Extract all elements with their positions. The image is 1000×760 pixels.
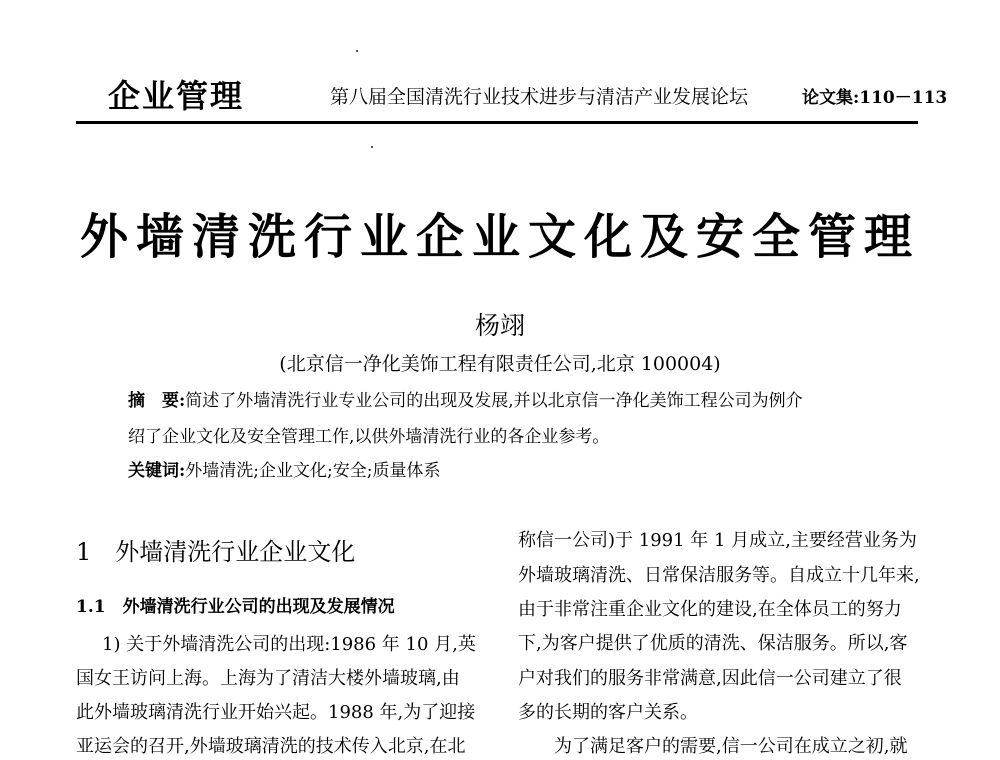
page-range: 论文集:110－113 (802, 88, 948, 108)
abstract-label: 摘 要: (128, 391, 186, 411)
body-text-line: 多的长期的客户关系。 (518, 702, 698, 723)
body-text-line: 由于非常注重企业文化的建设,在全体员工的努力 (518, 599, 902, 620)
body-text-line: 称信一公司)于 1991 年 1 月成立,主要经营业务为 (518, 530, 917, 551)
body-text-line: 外墙玻璃清洗、日常保洁服务等。自成立十几年来, (518, 565, 920, 586)
paper-title: 外墙清洗行业企业文化及安全管理 (79, 209, 920, 265)
abstract-line: 绍了企业文化及安全管理工作,以供外墙清洗行业的各企业参考。 (128, 427, 610, 447)
body-text-line: 下,为客户提供了优质的清洗、保洁服务。所以,客 (518, 633, 908, 654)
header-rule (76, 121, 918, 124)
journal-brand: 企业管理 (108, 77, 245, 115)
body-text-line: 此外墙玻璃清洗行业开始兴起。1988 年,为了迎接 (76, 702, 476, 723)
body-text-line: 为了满足客户的需要,信一公司在成立之初,就 (554, 736, 908, 757)
body-text-line: 亚运会的召开,外墙玻璃清洗的技术传入北京,在北 (76, 736, 466, 757)
abstract-text: 简述了外墙清洗行业专业公司的出现及发展,并以北京信一净化美饰工程公司为例介 (185, 391, 803, 411)
keywords-line (128, 463, 440, 480)
subsection-heading: 1.1 外墙清洗行业公司的出现及发展情况 (76, 597, 395, 617)
body-text-line: 1) 关于外墙清洗公司的出现:1986 年 10 月,英 (102, 634, 476, 655)
author-name: 杨翊 (474, 311, 525, 340)
keywords-text: 外墙清洗;企业文化;安全;质量体系 (185, 461, 441, 481)
abstract-line (128, 393, 803, 410)
keywords-label: 关键词: (128, 461, 186, 481)
scan-speck (371, 146, 373, 148)
scan-speck (356, 50, 358, 52)
body-text-line: 户对我们的服务非常满意,因此信一公司建立了很 (518, 668, 902, 689)
section-heading: 1 外墙清洗行业企业文化 (76, 538, 356, 566)
author-affiliation: (北京信一净化美饰工程有限责任公司,北京 100004) (279, 353, 721, 375)
body-text-line: 国女王访问上海。上海为了清洁大楼外墙玻璃,由 (76, 668, 460, 689)
conference-name: 第八届全国清洗行业技术进步与清洁产业发展论坛 (330, 86, 749, 108)
